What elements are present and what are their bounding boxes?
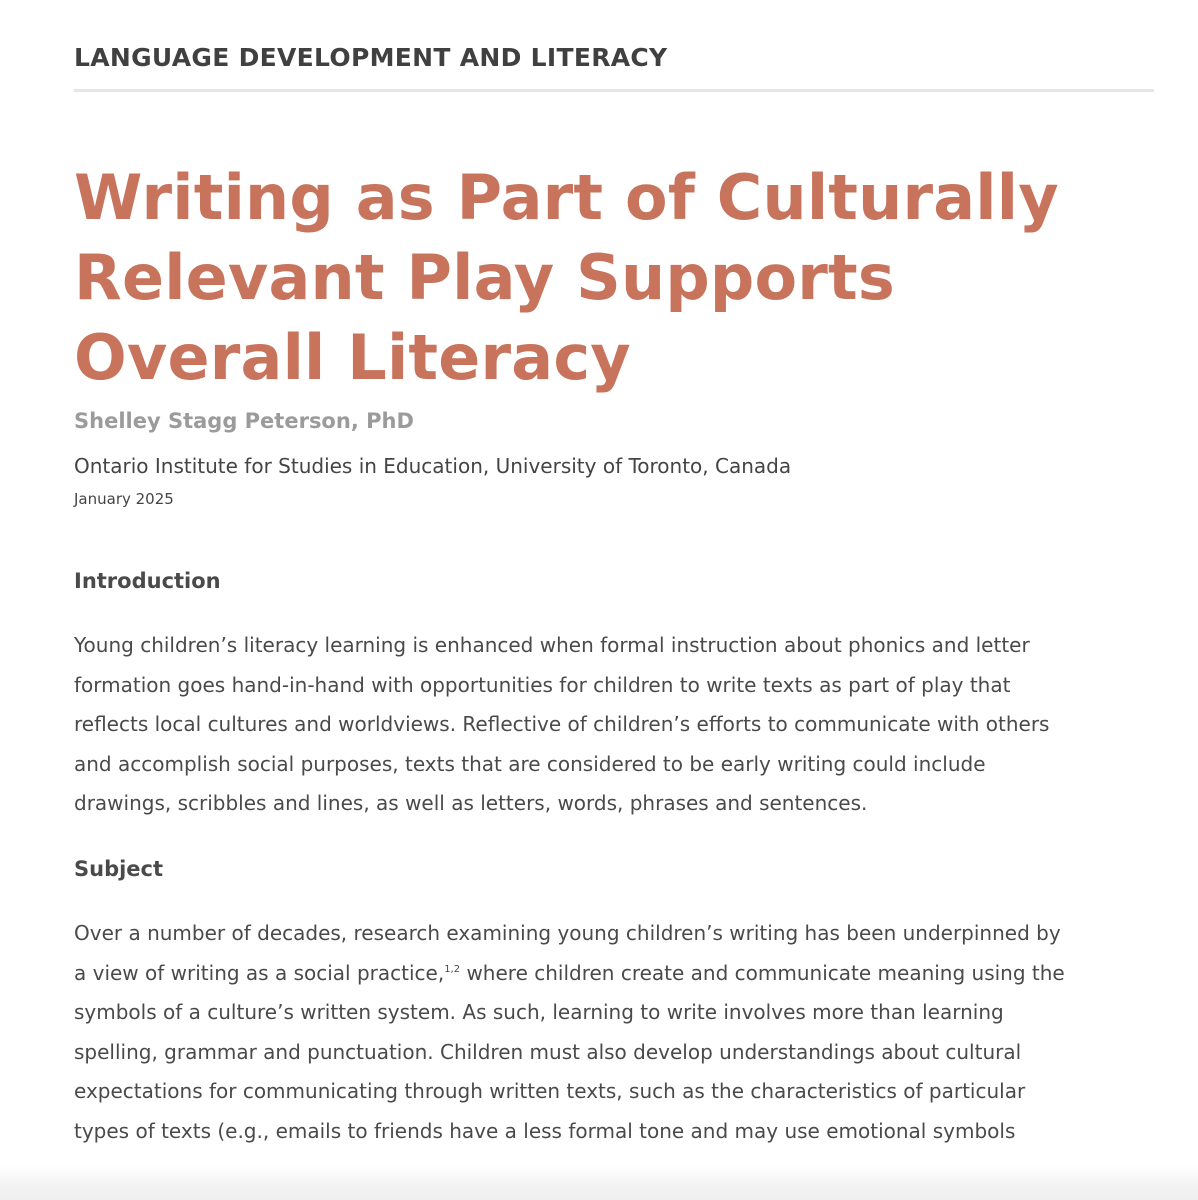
citation-reference[interactable]: 1,2 (444, 963, 461, 975)
line-text: a view of writing as a social practice, (74, 960, 445, 985)
subject-heading: Subject (74, 857, 164, 881)
paragraph-line: formation goes hand-in-hand with opportunities for children to write texts as part of play that (74, 672, 1011, 697)
introduction-paragraph (74, 626, 1159, 824)
paragraph-line: expectations for communicating through written texts, such as the characteristics of particular (74, 1079, 1026, 1103)
subject-paragraph (74, 914, 1159, 1151)
line-text: where children create and communicate meaning using the (460, 960, 1065, 985)
article-title (74, 158, 1154, 398)
title-line: Overall Literacy (74, 321, 631, 394)
author-affiliation: Ontario Institute for Studies in Education, University of Toronto, Canada (74, 454, 792, 478)
paragraph-line: Over a number of decades, research examining young children’s writing has been underpinned by (74, 921, 1061, 945)
title-line: Writing as Part of Culturally (74, 161, 1059, 234)
introduction-heading: Introduction (74, 569, 221, 593)
author-name: Shelley Stagg Peterson, PhD (74, 409, 414, 433)
paragraph-line: Young children’s literacy learning is enhanced when formal instruction about phonics and letter (74, 633, 1030, 657)
paragraph-line: and accomplish social purposes, texts that are considered to be early writing could include (74, 751, 986, 776)
section-label: LANGUAGE DEVELOPMENT AND LITERACY (74, 43, 668, 72)
publication-date: January 2025 (74, 490, 174, 508)
paragraph-line: symbols of a culture’s written system. As such, learning to write involves more than learning (74, 1000, 1004, 1024)
paragraph-line: drawings, scribbles and lines, as well as letters, words, phrases and sentences. (74, 791, 868, 815)
paragraph-line: spelling, grammar and punctuation. Children must also develop understandings about cultural (74, 1039, 1022, 1064)
page-header (74, 0, 1154, 92)
title-line: Relevant Play Supports (74, 241, 895, 314)
bottom-fade-shadow (0, 1166, 1198, 1200)
paragraph-line: reflects local cultures and worldviews. Reflective of children’s efforts to communicate with others (74, 712, 1050, 736)
paragraph-line: types of texts (e.g., emails to friends have a less formal tone and may use emotional symbols (74, 1118, 1016, 1143)
paragraph-line (74, 954, 1159, 994)
article-page (74, 0, 1154, 1143)
